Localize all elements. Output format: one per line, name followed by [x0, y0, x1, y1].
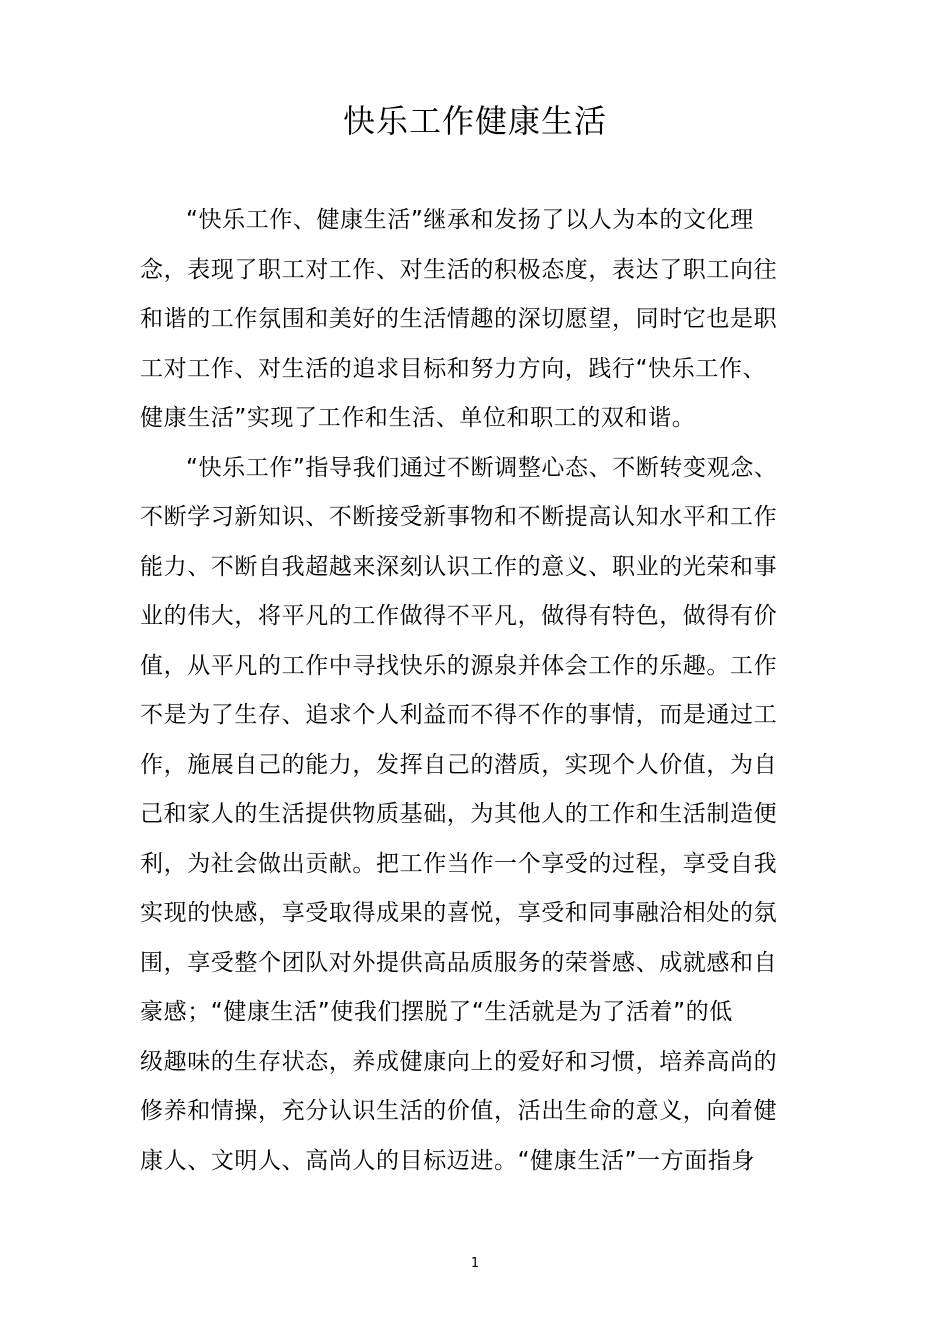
paragraph-2-line-2: 不断学习新知识、不断接受新事物和不断提高认知水平和工作	[140, 504, 778, 530]
paragraph-1-line-5: 健康生活”实现了工作和生活、单位和职工的双和谐。	[140, 405, 696, 431]
paragraph-1-line-4: 工对工作、对生活的追求目标和努力方向，践行“快乐工作、	[140, 355, 767, 382]
paragraph-1-line-2: 念，表现了职工对工作、对生活的积极态度，表达了职工向往	[140, 256, 778, 283]
paragraph-1-line-1: “快乐工作、健康生活”继承和发扬了以人为本的文化理	[186, 207, 754, 233]
paragraph-1-line-3: 和谐的工作氛围和美好的生活情趣的深切愿望，同时它也是职	[140, 306, 778, 332]
paragraph-2-line-8: 己和家人的生活提供物质基础，为其他人的工作和生活制造便	[140, 801, 778, 827]
page-number: 1	[470, 1256, 480, 1271]
paragraph-2-line-5: 值，从平凡的工作中寻找快乐的源泉并体会工作的乐趣。工作	[140, 652, 778, 679]
paragraph-2-line-10: 实现的快感，享受取得成果的喜悦，享受和同事融洽相处的氛	[140, 900, 778, 926]
paragraph-2-line-3: 能力、不断自我超越来深刻认识工作的意义、职业的光荣和事	[140, 553, 778, 580]
paragraph-2-line-15: 康人、文明人、高尚人的目标迈进。“健康生活”一方面指身	[140, 1147, 756, 1174]
paragraph-2-line-6: 不是为了生存、追求个人利益而不得不作的事情，而是通过工	[140, 702, 778, 728]
body-text	[140, 196, 830, 1186]
paragraph-2-line-12: 豪感；“健康生活”使我们摆脱了“生活就是为了活着”的低	[140, 999, 733, 1025]
paragraph-2-line-9: 利，为社会做出贡献。把工作当作一个享受的过程，享受自我	[140, 850, 778, 877]
paragraph-2-line-13: 级趣味的生存状态，养成健康向上的爱好和习惯，培养高尚的	[140, 1048, 778, 1075]
paragraph-2-line-1: “快乐工作”指导我们通过不断调整心态、不断转变观念、	[186, 454, 778, 481]
paragraph-2-line-14: 修养和情操，充分认识生活的价值，活出生命的意义，向着健	[140, 1098, 778, 1124]
page-title: 快乐工作健康生活	[342, 102, 607, 140]
paragraph-2-line-4: 业的伟大，将平凡的工作做得不平凡，做得有特色，做得有价	[140, 603, 778, 629]
paragraph-2-line-7: 作，施展自己的能力，发挥自己的潜质，实现个人价值，为自	[140, 751, 778, 778]
paragraph-2-line-11: 围，享受整个团队对外提供高品质服务的荣誉感、成就感和自	[140, 949, 778, 976]
